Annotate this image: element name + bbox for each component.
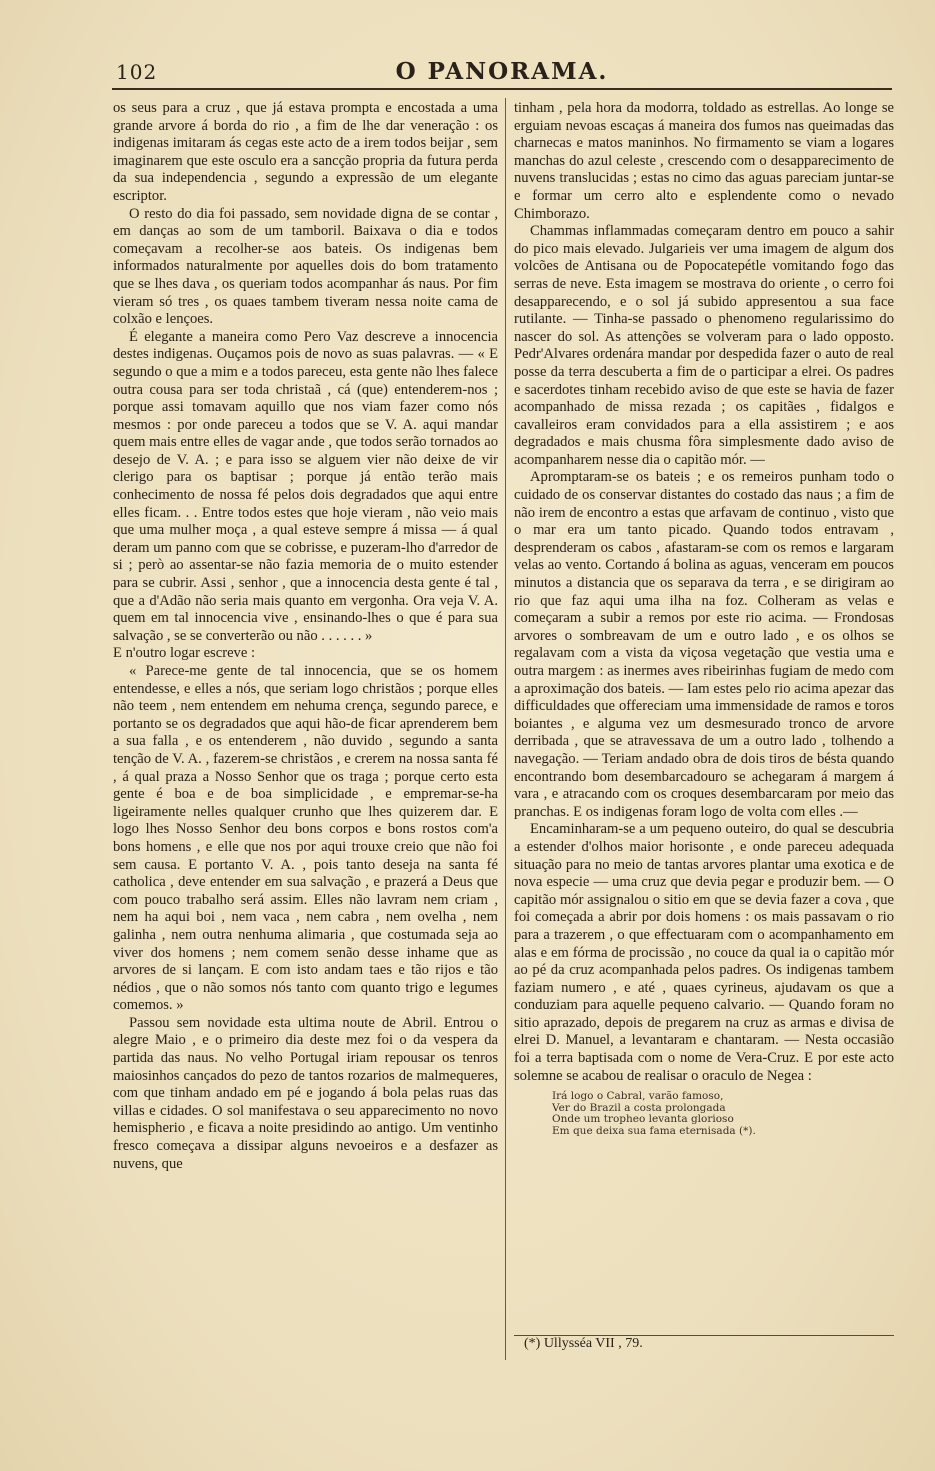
column-divider [505,98,506,1360]
verse-line: Em que deixa sua fama eternisada (*). [552,1124,756,1137]
paragraph: Encaminharam-se a um pequeno outeiro, do qual se descubria a estender d'olhos maior horisonte , e onde pareceu adequada situação para no meio de tantas arvores plantar uma exotica e de nova especie — uma cruz que devia pegar e produzir bem. — O capitão mór assignalou o sitio em que se devia fazer a cova , que foi começada a abrir por dois homens : os mais passavam o rio para a trazerem , o que effectuaram com o acompanhamento em alas e em fórma de procissão , no couce da qual ia o capitão mór ao pé da cruz acompanhada pelos padres. Os indigenas tambem faziam numero , e até , quaes cyrineus, ajudavam os que a conduziam para aquelle pequeno calvario. — Quando foram no sitio aprazado, depois de pregarem na cruz as armas e divisa de elrei D. Manuel, a levantaram e chantaram. — Nesta occasião foi a terra baptisada com o nome de Vera-Cruz. E por este acto solemne se acabou de realisar o oraculo de Negea : [514,821,894,1084]
verse-line: Onde um tropheo levanta glorioso [552,1113,734,1126]
paragraph: O resto do dia foi passado, sem novidade digna de se contar , em danças ao som de um tamboril. Baixava o dia e todos começavam a recolher-se aos bateis. Os indigenas bem informados naturalmente por aquelles dois do bom tratamento que se lhes dava , os queriam todos acompanhar ás naus. Por fim vieram só tres , os quaes tambem tiveram nessa noite cama de colxão e lençoes. [113,205,498,328]
right-column [514,100,894,1137]
paragraph: « Parece-me gente de tal innocencia, que se os homem entendesse, e elles a nós, que seriam logo christãos ; porque elles não teem , nem entendem em nehuma crença, segundo parece, e portanto se os degradados que aqui hão-de ficar aprenderem bem a sua falla , e os entenderem , não duvido , segundo a santa tenção de V. A. , fazerem-se christãos , e crerem na nossa santa fé , á qual praza a Nosso Senhor que os traga ; porque certo esta gente é boa e de boa simplicidade , e empremar-se-ha ligeiramente nelles qualquer crunho que lhes quizerem dar. E logo lhes Nosso Senhor deu bons corpos e bons rostos com'a bons homens , e elle que nos por aqui trouxe creio que não foi sem causa. E portanto V. A. , pois tanto deseja na santa fé catholica , deve entender em sua salvação , e prazerá a Deus que com pouco trabalho será assim. Elles não lavram nem criam , nem ha aqui boi , nem vaca , nem cabra , nem ovelha , nem galinha , nem outra nenhuma alimaria , que costumada seja ao viver dos homens ; nem comem senão desse inhame que as arvores de si lançam. E com isto andam taes e tão rijos e tão nédios , que o não somos nós tanto com quanto trigo e legumes comemos. » [113,663,498,1014]
verse-quote [552,1091,894,1137]
paragraph: tinham , pela hora da modorra, toldado as estrellas. Ao longe se erguiam nevoas escaças á maneira dos fumos nas queimadas das charnecas e matos maninhos. No firmamento se viam a logares manchas do azul celeste , crescendo com o desapparecimento de nuvens translucidas ; estas no cimo das aguas pareciam juntar-se e formar um cerro alto e esplendente como o nevado Chimborazo. [514,100,894,222]
paragraph: os seus para a cruz , que já estava prompta e encostada a uma grande arvore á borda do rio , a fim de lhe dar veneração : os indigenas imitaram ás cegas este acto de a irem todos beijar , sem imaginarem que este osculo era a sancção propria da futura perda da sua independencia , segundo a expressão de um elegante escriptor. [113,100,498,204]
page-header [112,54,892,90]
verse-line: Irá logo o Cabral, varão famoso, [552,1090,724,1103]
page-number: 102 [116,60,158,84]
footnote: (*) Ullysséa VII , 79. [524,1336,643,1351]
header-rule [112,88,892,90]
left-column [113,100,498,1173]
paragraph: Passou sem novidade esta ultima noute de Abril. Entrou o alegre Maio , e o primeiro dia deste mez foi o da vespera da partida das naus. No velho Portugal iriam repousar os tenros maiosinhos cançados do pezo de tantos rozarios de malmequeres, com que tinham andado em pé e jogando á bola pelas ruas das villas e cidades. O sol manifestava o seu apparecimento no novo hemispherio , e ficava a noite presidindo ao antigo. Um ventinho fresco começava a dissipar alguns nevoeiros e a desfazer as nuvens, que [113,1014,498,1172]
paragraph: É elegante a maneira como Pero Vaz descreve a innocencia destes indigenas. Ouçamos pois de novo as suas palavras. — « E segundo o que a mim e a todos pareceu, esta gente não lhes falece outra cousa para ser toda christaã , cá (que) entenderem-nos ; porque assi tomavam aquillo que nos viam fazer como nós mesmos : por onde pareceu a todos que se V. A. aqui mandar quem mais entre elles de vagar ande , que todos serão tornados ao desejo de V. A. ; e para isso se alguem vier não deixe de vir clerigo para os baptisar ; porque já então terão mais conhecimento de nossa fé pelos dois degradados que aqui entre elles ficam. . . Entre todos estes que hoje vieram , não veio mais que uma mulher moça , a qual esteve sempre á missa — á qual deram um panno com que se cobrisse, e puzeram-lho d'arredor de si ; però ao assentar-se não fazia memoria de o muito estender para se cubrir. Assi , senhor , que a innocencia desta gente é tal , que a d'Adão não seria mais quanto em vergonha. Ora veja V. A. quem em tal innocencia vive , ensinando-lhes o que é para sua salvação , se se converterão ou não . . . . . . » [113,328,498,644]
paragraph: Chammas inflammadas começaram dentro em pouco a sahir do pico mais elevado. Julgarieis ver uma imagem de algum dos volcões de Antisana ou de Popocatepétle vomitando fogo das serras de neve. Esta imagem se mostrava do oriente , o cerro foi desapparecendo, e o sol já subido appresentou a sua face rutilante. — Tinha-se passado o phenomeno regularissimo do nascer do sol. As attenções se volveram para o lado opposto. Pedr'Alvares ordenára mandar por despedida fazer o auto de real posse da terra descuberta a fim de o participar a elrei. Os padres e sacerdotes tinham recebido aviso de que este se havia de fazer acompanhado de missa rezada ; os capitães , fidalgos e cavalleiros eram convidados para a ella assistirem ; e aos degradados e mais chusma fôra simplesmente dado aviso de acompanharem nesse dia o capitão mór. — [514,223,894,468]
paragraph: Apromptaram-se os bateis ; e os remeiros punham todo o cuidado de os conservar distantes do costado das naus ; a fim de não irem de encontro a estas que arfavam de continuo , visto que o mar era um tanto picado. Quando todos entravam , desprenderam os cabos , afastaram-se com os remos e largaram velas ao vento. Cortando á bolina as aguas, venceram em poucos minutos a distancia que os separava da terra , e se dirigiram ao rio que faz aqui uma ilha na foz. Colheram as velas e começaram a subir a remos por este rio acima. — Frondosas arvores o sombreavam de um e outro lado , e os olhos se regalavam com a vista da viçosa vegetação que vestia uma e outra margem : as inermes aves ribeirinhas fugiam de medo com a aproximação dos bateis. — Iam estes pelo rio acima apezar das difficuldades que offereciam uma immensidade de ramos e toros boiantes , e alguma vez um desmesurado tronco de arvore derribada , que se atravessava de um a outro lado , tolhendo a navegação. — Teriam andado obra de dois tiros de bésta quando encontrando bom desembarcadouro se achegaram á margem á vara , e atracando com os croques desembarcaram por meio das pranchas. E os indigenas foram logo de volta com elles .— [514,469,894,820]
verse-line: Ver do Brazil a costa prolongada [552,1101,726,1114]
paragraph: E n'outro logar escreve : [113,645,256,662]
journal-title: O PANORAMA. [395,58,609,85]
